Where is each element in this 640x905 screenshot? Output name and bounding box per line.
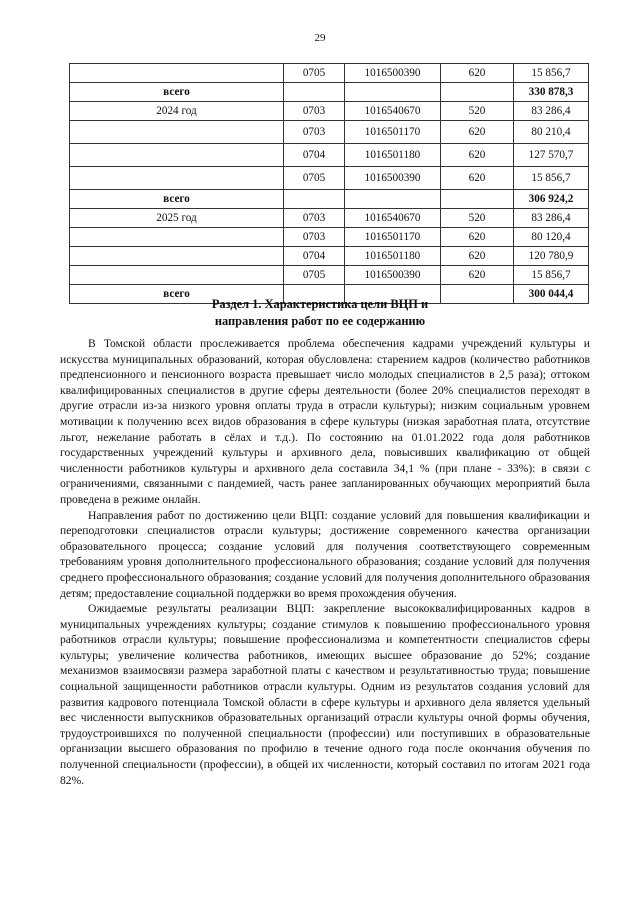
table-row (70, 144, 589, 167)
row-label-cell (70, 64, 284, 83)
row-label-cell: всего (70, 190, 284, 209)
table-row (70, 83, 589, 102)
target-article-cell: 1016500390 (345, 64, 441, 83)
row-label-cell: всего (70, 285, 284, 304)
section-code-cell: 0705 (284, 167, 345, 190)
section-code-cell: 0703 (284, 121, 345, 144)
target-article-cell: 1016501180 (345, 144, 441, 167)
row-label-cell (70, 167, 284, 190)
table-row (70, 64, 589, 83)
amount-cell: 15 856,7 (514, 266, 589, 285)
row-label-cell (70, 228, 284, 247)
target-article-cell: 1016540670 (345, 209, 441, 228)
expense-type-cell: 520 (441, 102, 514, 121)
expense-type-cell (441, 83, 514, 102)
section-title-line-1: Раздел 1. Характеристика цели ВЦП и (211, 297, 429, 311)
row-label-cell: 2025 год (70, 209, 284, 228)
expense-type-cell: 620 (441, 228, 514, 247)
expense-type-cell: 620 (441, 247, 514, 266)
amount-cell: 15 856,7 (514, 167, 589, 190)
amount-cell: 15 856,7 (514, 64, 589, 83)
table-row (70, 102, 589, 121)
target-article-cell: 1016500390 (345, 266, 441, 285)
section-code-cell: 0703 (284, 102, 345, 121)
amount-cell: 83 286,4 (514, 209, 589, 228)
section-code-cell: 0705 (284, 266, 345, 285)
target-article-cell: 1016500390 (345, 167, 441, 190)
expense-type-cell: 620 (441, 144, 514, 167)
target-article-cell (345, 83, 441, 102)
section-code-cell: 0705 (284, 64, 345, 83)
amount-cell: 330 878,3 (514, 83, 589, 102)
section-code-cell: 0704 (284, 144, 345, 167)
amount-cell: 300 044,4 (514, 285, 589, 304)
section-code-cell (284, 190, 345, 209)
section-code-cell: 0703 (284, 209, 345, 228)
amount-cell: 127 570,7 (514, 144, 589, 167)
expense-type-cell: 620 (441, 121, 514, 144)
row-label-cell: 2024 год (70, 102, 284, 121)
target-article-cell (345, 190, 441, 209)
amount-cell: 120 780,9 (514, 247, 589, 266)
section-title-line-2: направления работ по ее содержанию (214, 314, 426, 328)
table-row (70, 247, 589, 266)
row-label-cell (70, 121, 284, 144)
paragraph-expected-results: Ожидаемые результаты реализации ВЦП: закрепление высококвалифицированных кадров в муниципальных учреждениях культуры; создание стимулов к повышению профессионального уровня работников отрасли культуры; повышение профессионализма и компетентности специалистов сферы культуры; увеличение количества работников, имеющих высшее образование до 52%; создание механизмов взаимосвязи размера заработной платы с качеством и результативностью труда; повышение социальной защищенности работников отрасли культуры. Одним из результатов создания условий для развития кадрового потенциала Томской области в сфере культуры и архивного дела является удельный вес численности выпускников образовательных организаций отрасли культуры очной формы обучения, трудоустроившихся по полученной специальности (профессии) или поступивших в образовательные организации высшего образования по профилю в течение одного года после окончания обучения по полученной специальности (профессии), в общей их численности, который составил по итогам 2021 года 82%. (60, 602, 590, 787)
amount-cell: 83 286,4 (514, 102, 589, 121)
target-article-cell: 1016501170 (345, 121, 441, 144)
expense-type-cell: 520 (441, 209, 514, 228)
amount-cell: 80 210,4 (514, 121, 589, 144)
table-row (70, 190, 589, 209)
table-row (70, 121, 589, 144)
target-article-cell: 1016501180 (345, 247, 441, 266)
table-row (70, 209, 589, 228)
expense-type-cell: 620 (441, 266, 514, 285)
paragraph-directions: Направления работ по достижению цели ВЦП: создание условий для повышения квалификации и переподготовки специалистов отрасли культуры; достижение современного качества организации образовательного процесса; создание условий для получения соответствующего современным требованиям уровня дополнительного профессионального образования; создание условий для получения среднего профессионального образования; создание условий для получения дополнительного образования детям; предоставление социальной поддержки во время прохождения обучения. (60, 508, 590, 600)
expense-type-cell: 620 (441, 64, 514, 83)
section-code-cell (284, 83, 345, 102)
page-number: 29 (314, 32, 326, 44)
body-text (60, 336, 590, 788)
amount-cell: 306 924,2 (514, 190, 589, 209)
expense-type-cell (441, 190, 514, 209)
section-code-cell: 0704 (284, 247, 345, 266)
row-label-cell (70, 247, 284, 266)
target-article-cell: 1016540670 (345, 102, 441, 121)
table-row (70, 266, 589, 285)
section-title (0, 296, 640, 330)
table-row (70, 228, 589, 247)
paragraph-problem: В Томской области прослеживается проблема обеспечения кадрами учреждений культуры и искусства муниципальных образований, которая обусловлена: старением кадров (количество работников предпенсионного и пенсионного возраста превышает число молодых специалистов в 2,5 раза); оттоком квалифицированных специалистов в другие сферы деятельности (более 20% специалистов переходят в другие отрасли из-за низкого уровня оплаты труда в отрасли культуры); низким социальным уровнем мотивации к получению всех видов образования в сфере культуры (низкая заработная плата, отсутствие льгот, нежелание работать в сёлах и т.д.). По состоянию на 01.01.2022 года доля работников государственных учреждений культуры и архивного дела, повысивших квалификацию от общей численности работников культуры и архивного дела составила 34,1 % (при плане - 33%): в связи с ограничениями, связанными с пандемией, часть ранее запланированных обучающих мероприятий была проведена в режиме онлайн. (60, 337, 590, 506)
target-article-cell: 1016501170 (345, 228, 441, 247)
section-code-cell: 0703 (284, 228, 345, 247)
row-label-cell: всего (70, 83, 284, 102)
budget-table (69, 63, 589, 304)
table-row (70, 167, 589, 190)
row-label-cell (70, 266, 284, 285)
amount-cell: 80 120,4 (514, 228, 589, 247)
budget-table-body (70, 64, 589, 304)
expense-type-cell: 620 (441, 167, 514, 190)
row-label-cell (70, 144, 284, 167)
